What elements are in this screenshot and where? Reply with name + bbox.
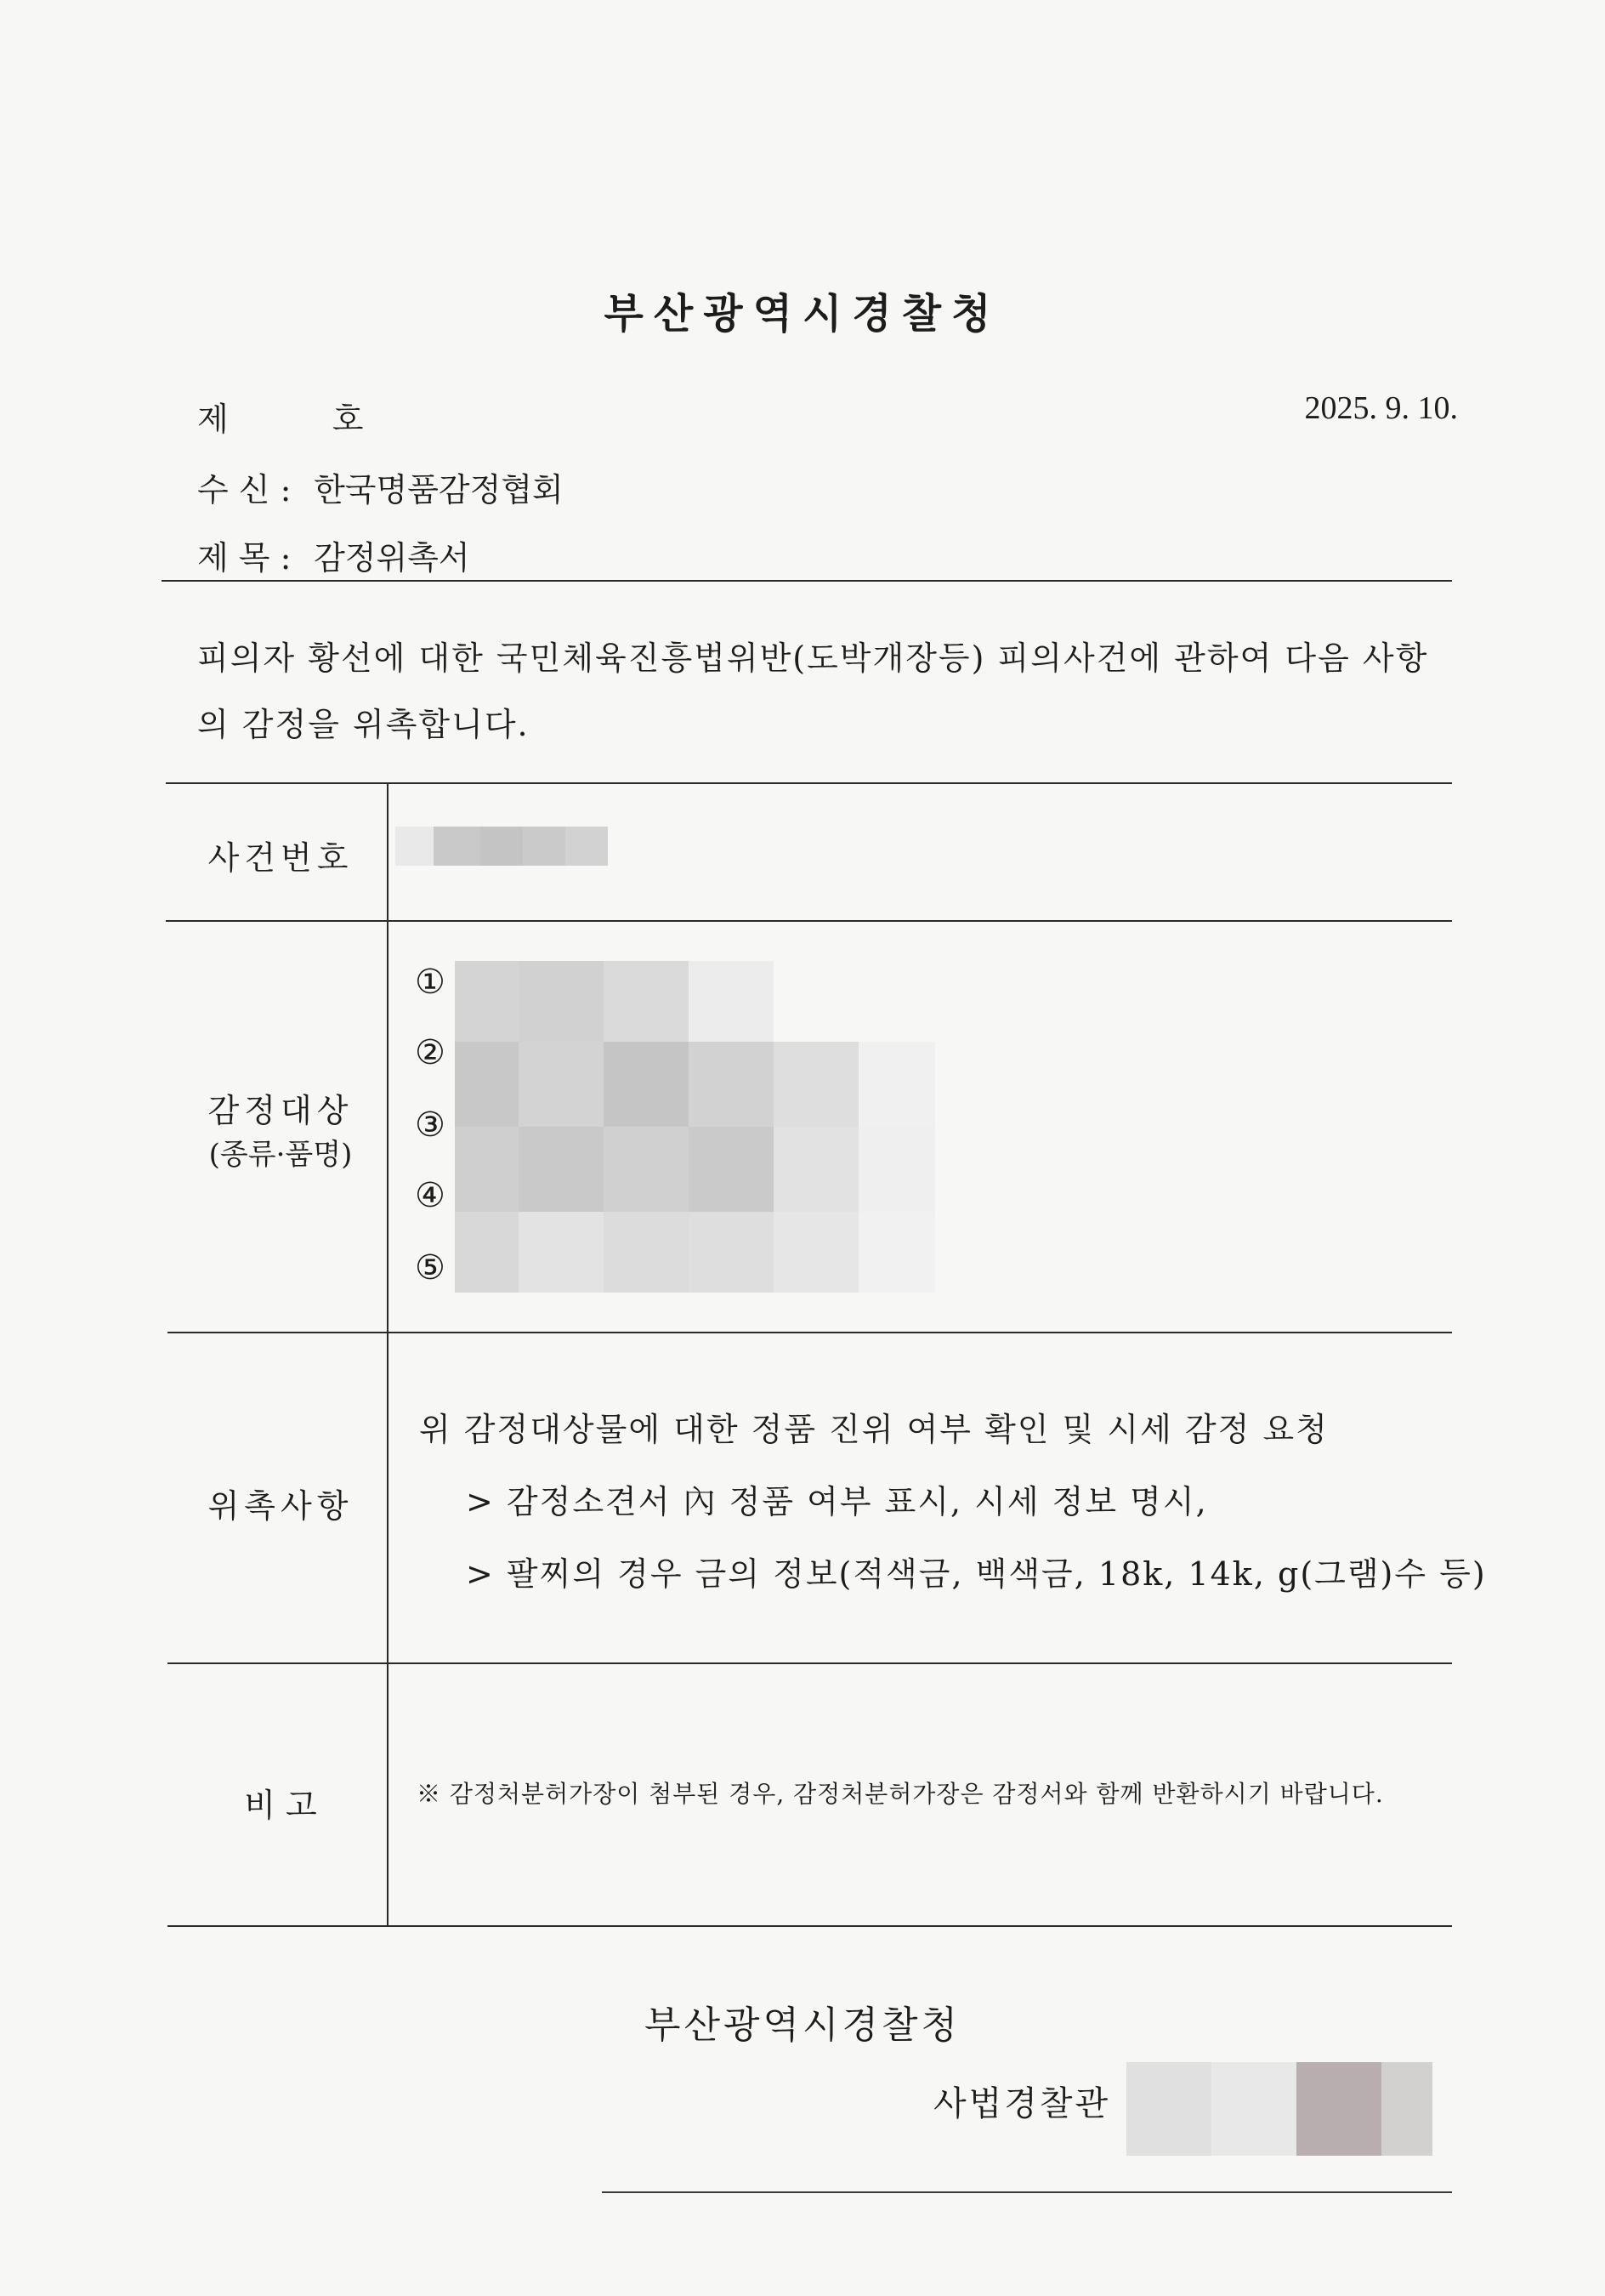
doc-number-label-text: 제 호 bbox=[197, 401, 411, 438]
redacted-officer-name bbox=[1126, 2062, 1432, 2156]
recipient-line bbox=[197, 463, 564, 510]
request-label: 위촉사항 bbox=[207, 1487, 354, 1525]
table-rule-1 bbox=[166, 920, 1452, 922]
document-date: 2025. 9. 10. bbox=[1304, 390, 1458, 426]
subject-label: 제 목 : bbox=[197, 539, 292, 577]
subject-line bbox=[197, 531, 470, 578]
request-line-1: 위 감정대상물에 대한 정품 진위 여부 확인 및 시세 감정 요청 bbox=[419, 1411, 1329, 1448]
request-line-3: > 팔찌의 경우 금의 정보(적색금, 백색금, 18k, 14k, g(그램)수 등) bbox=[466, 1555, 1487, 1593]
target-item-2-number: ② bbox=[415, 1033, 445, 1072]
target-item-1-number: ① bbox=[415, 963, 445, 1002]
footer-organization: 부산광역시경찰청 bbox=[644, 2003, 961, 2047]
signature-line bbox=[602, 2191, 1452, 2193]
table-column-divider bbox=[387, 784, 388, 1927]
remarks-label: 비 고 bbox=[244, 1787, 317, 1824]
table-top-rule bbox=[166, 782, 1452, 784]
target-item-4-number: ④ bbox=[415, 1176, 445, 1215]
table-rule-2 bbox=[167, 1332, 1452, 1333]
request-line-2: > 감정소견서 內 정품 여부 표시, 시세 정보 명시, bbox=[466, 1483, 1208, 1520]
document-title: 부산광역시경찰청 bbox=[604, 290, 1001, 338]
intro-paragraph: 피의자 황선에 대한 국민체육진흥법위반(도박개장등) 피의사건에 관하여 다음 사항의 감정을 위촉합니다. bbox=[197, 639, 1429, 743]
header-divider bbox=[162, 580, 1452, 582]
target-label: 감정대상 bbox=[207, 1092, 354, 1129]
target-sublabel: (종류·품명) bbox=[208, 1138, 353, 1172]
recipient-value: 한국명품감정협회 bbox=[314, 471, 564, 509]
remarks-note: ※ 감정처분허가장이 첨부된 경우, 감정처분허가장은 감정서와 함께 반환하시기 바랍니다. bbox=[417, 1780, 1384, 1808]
redacted-target-items bbox=[455, 961, 935, 1293]
redacted-case-number bbox=[395, 827, 608, 866]
target-item-3-number: ③ bbox=[415, 1105, 445, 1145]
table-bottom-rule bbox=[167, 1925, 1452, 1927]
officer-label: 사법경찰관 bbox=[933, 2084, 1111, 2123]
subject-value: 감정위촉서 bbox=[314, 539, 470, 577]
recipient-label: 수 신 : bbox=[197, 471, 292, 509]
target-item-5-number: ⑤ bbox=[415, 1248, 445, 1287]
doc-number-label bbox=[197, 393, 411, 440]
case-number-label: 사건번호 bbox=[207, 839, 354, 877]
table-rule-3 bbox=[167, 1662, 1452, 1664]
